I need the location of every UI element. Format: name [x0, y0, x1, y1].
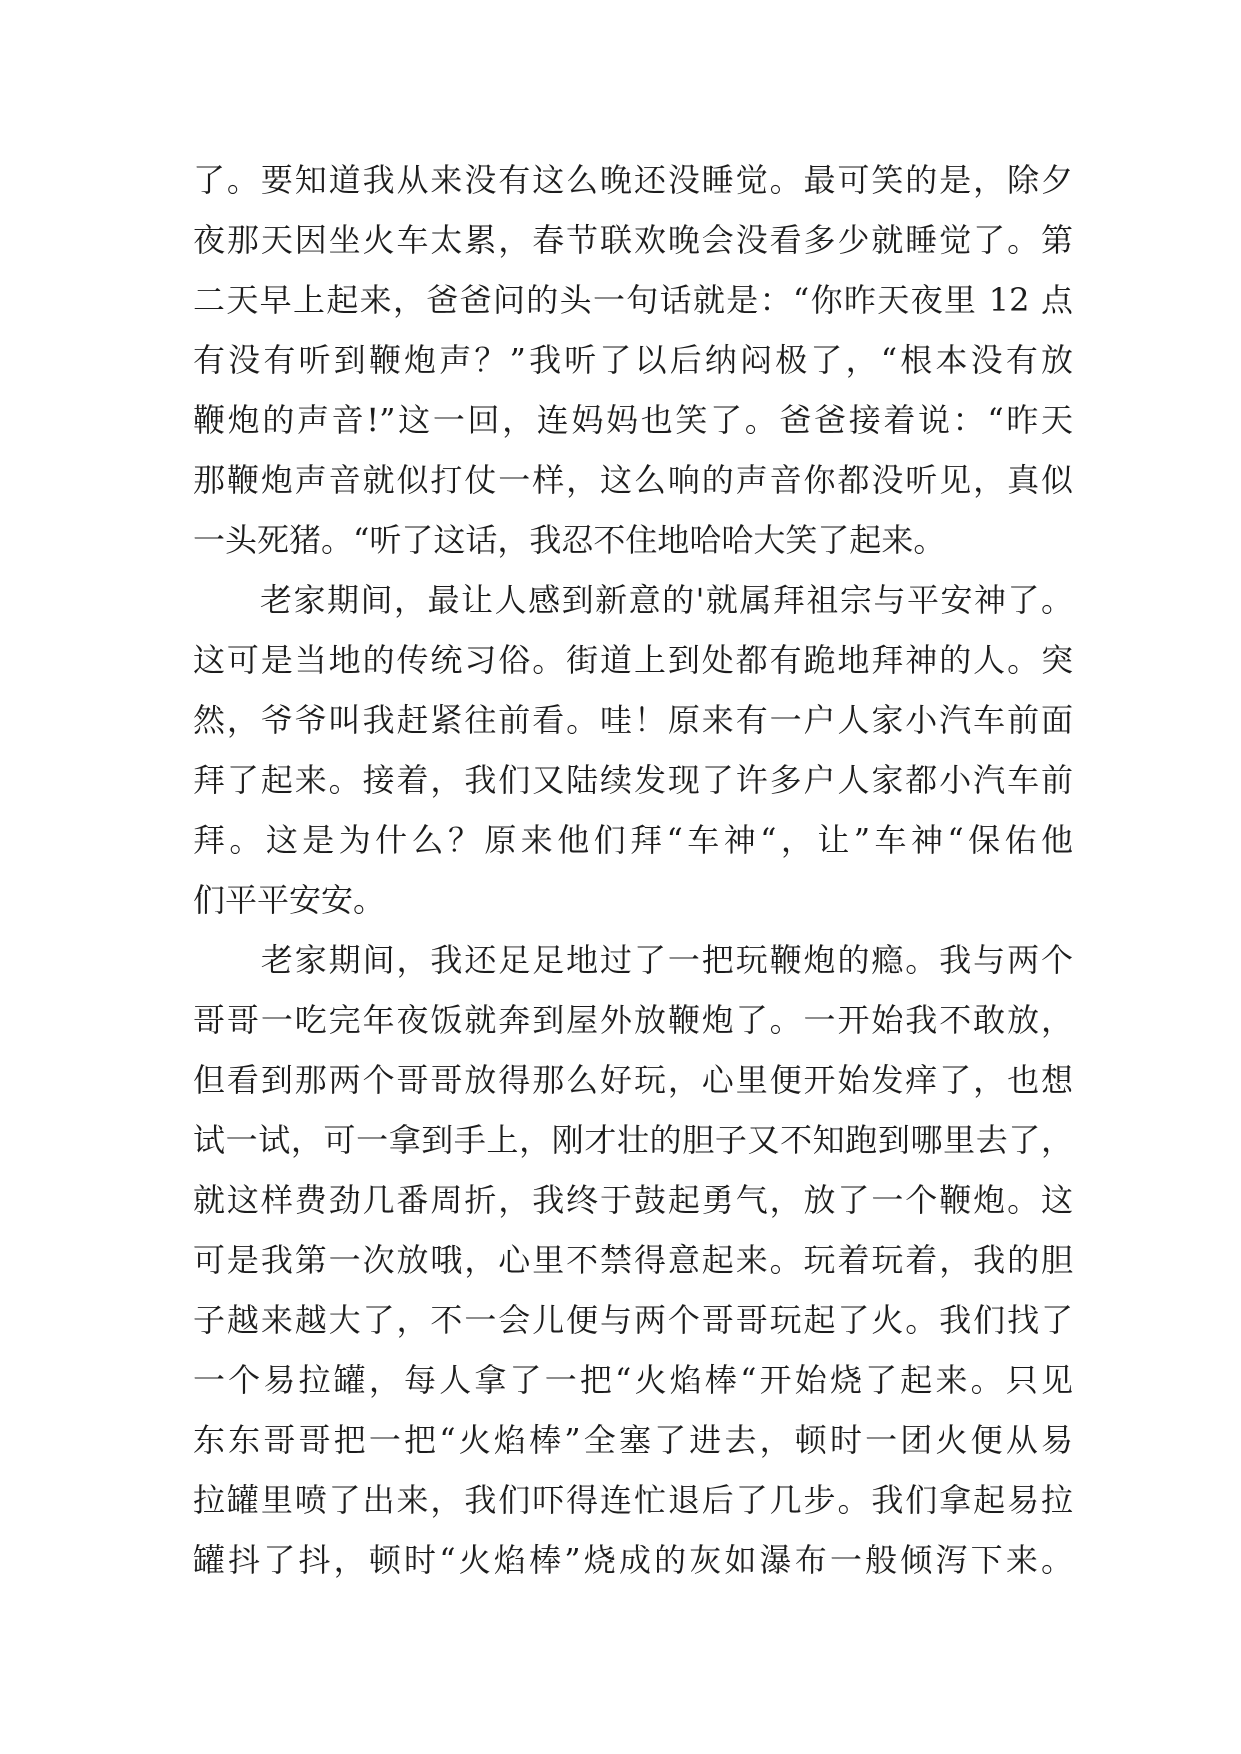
text-line: 拉罐里喷了出来，我们吓得连忙退后了几步。我们拿起易拉: [193, 1481, 1073, 1519]
body-text: [193, 150, 1073, 1590]
text-line: 一个易拉罐，每人拿了一把“火焰棒“开始烧了起来。只见: [193, 1361, 1073, 1399]
text-line: 哥哥一吃完年夜饭就奔到屋外放鞭炮了。一开始我不敢放，: [193, 1001, 1073, 1039]
text-line: 有没有听到鞭炮声？”我听了以后纳闷极了，“根本没有放: [193, 341, 1073, 379]
text-line: 但看到那两个哥哥放得那么好玩，心里便开始发痒了，也想: [193, 1061, 1073, 1099]
text-line: 罐抖了抖，顿时“火焰棒”烧成的灰如瀑布一般倾泻下来。: [193, 1541, 1073, 1579]
text-line: 一头死猪。“听了这话，我忍不住地哈哈大笑了起来。: [193, 521, 946, 559]
paragraph-1: [193, 150, 1073, 570]
text-line: 拜了起来。接着，我们又陆续发现了许多户人家都小汽车前: [193, 761, 1073, 799]
text-line: 然，爷爷叫我赶紧往前看。哇！原来有一户人家小汽车前面: [193, 701, 1073, 739]
text-line: 鞭炮的声音!”这一回，连妈妈也笑了。爸爸接着说：“昨天: [193, 401, 1073, 439]
text-line: 二天早上起来，爸爸问的头一句话就是：“你昨天夜里 12 点: [193, 281, 1073, 319]
text-line: 夜那天因坐火车太累，春节联欢晚会没看多少就睡觉了。第: [193, 221, 1073, 259]
text-line: 老家期间，最让人感到新意的'就属拜祖宗与平安神了。: [193, 581, 1073, 619]
text-line: 就这样费劲几番周折，我终于鼓起勇气，放了一个鞭炮。这: [193, 1181, 1073, 1219]
text-line: 试一试，可一拿到手上，刚才壮的胆子又不知跑到哪里去了，: [193, 1121, 1073, 1159]
text-line: 了。要知道我从来没有这么晚还没睡觉。最可笑的是，除夕: [193, 161, 1073, 199]
text-line: 东东哥哥把一把“火焰棒”全塞了进去，顿时一团火便从易: [193, 1421, 1073, 1459]
paragraph-3: [193, 930, 1073, 1590]
text-line: 子越来越大了，不一会儿便与两个哥哥玩起了火。我们找了: [193, 1301, 1073, 1339]
text-line: 拜。这是为什么？原来他们拜“车神“，让”车神“保佑他: [193, 821, 1073, 859]
text-line: 们平平安安。: [193, 881, 386, 919]
text-line: 那鞭炮声音就似打仗一样，这么响的声音你都没听见，真似: [193, 461, 1073, 499]
text-line: 这可是当地的传统习俗。街道上到处都有跪地拜神的人。突: [193, 641, 1073, 679]
text-line: 可是我第一次放哦，心里不禁得意起来。玩着玩着，我的胆: [193, 1241, 1073, 1279]
paragraph-2: [193, 570, 1073, 930]
text-line: 老家期间，我还足足地过了一把玩鞭炮的瘾。我与两个: [193, 941, 1073, 979]
